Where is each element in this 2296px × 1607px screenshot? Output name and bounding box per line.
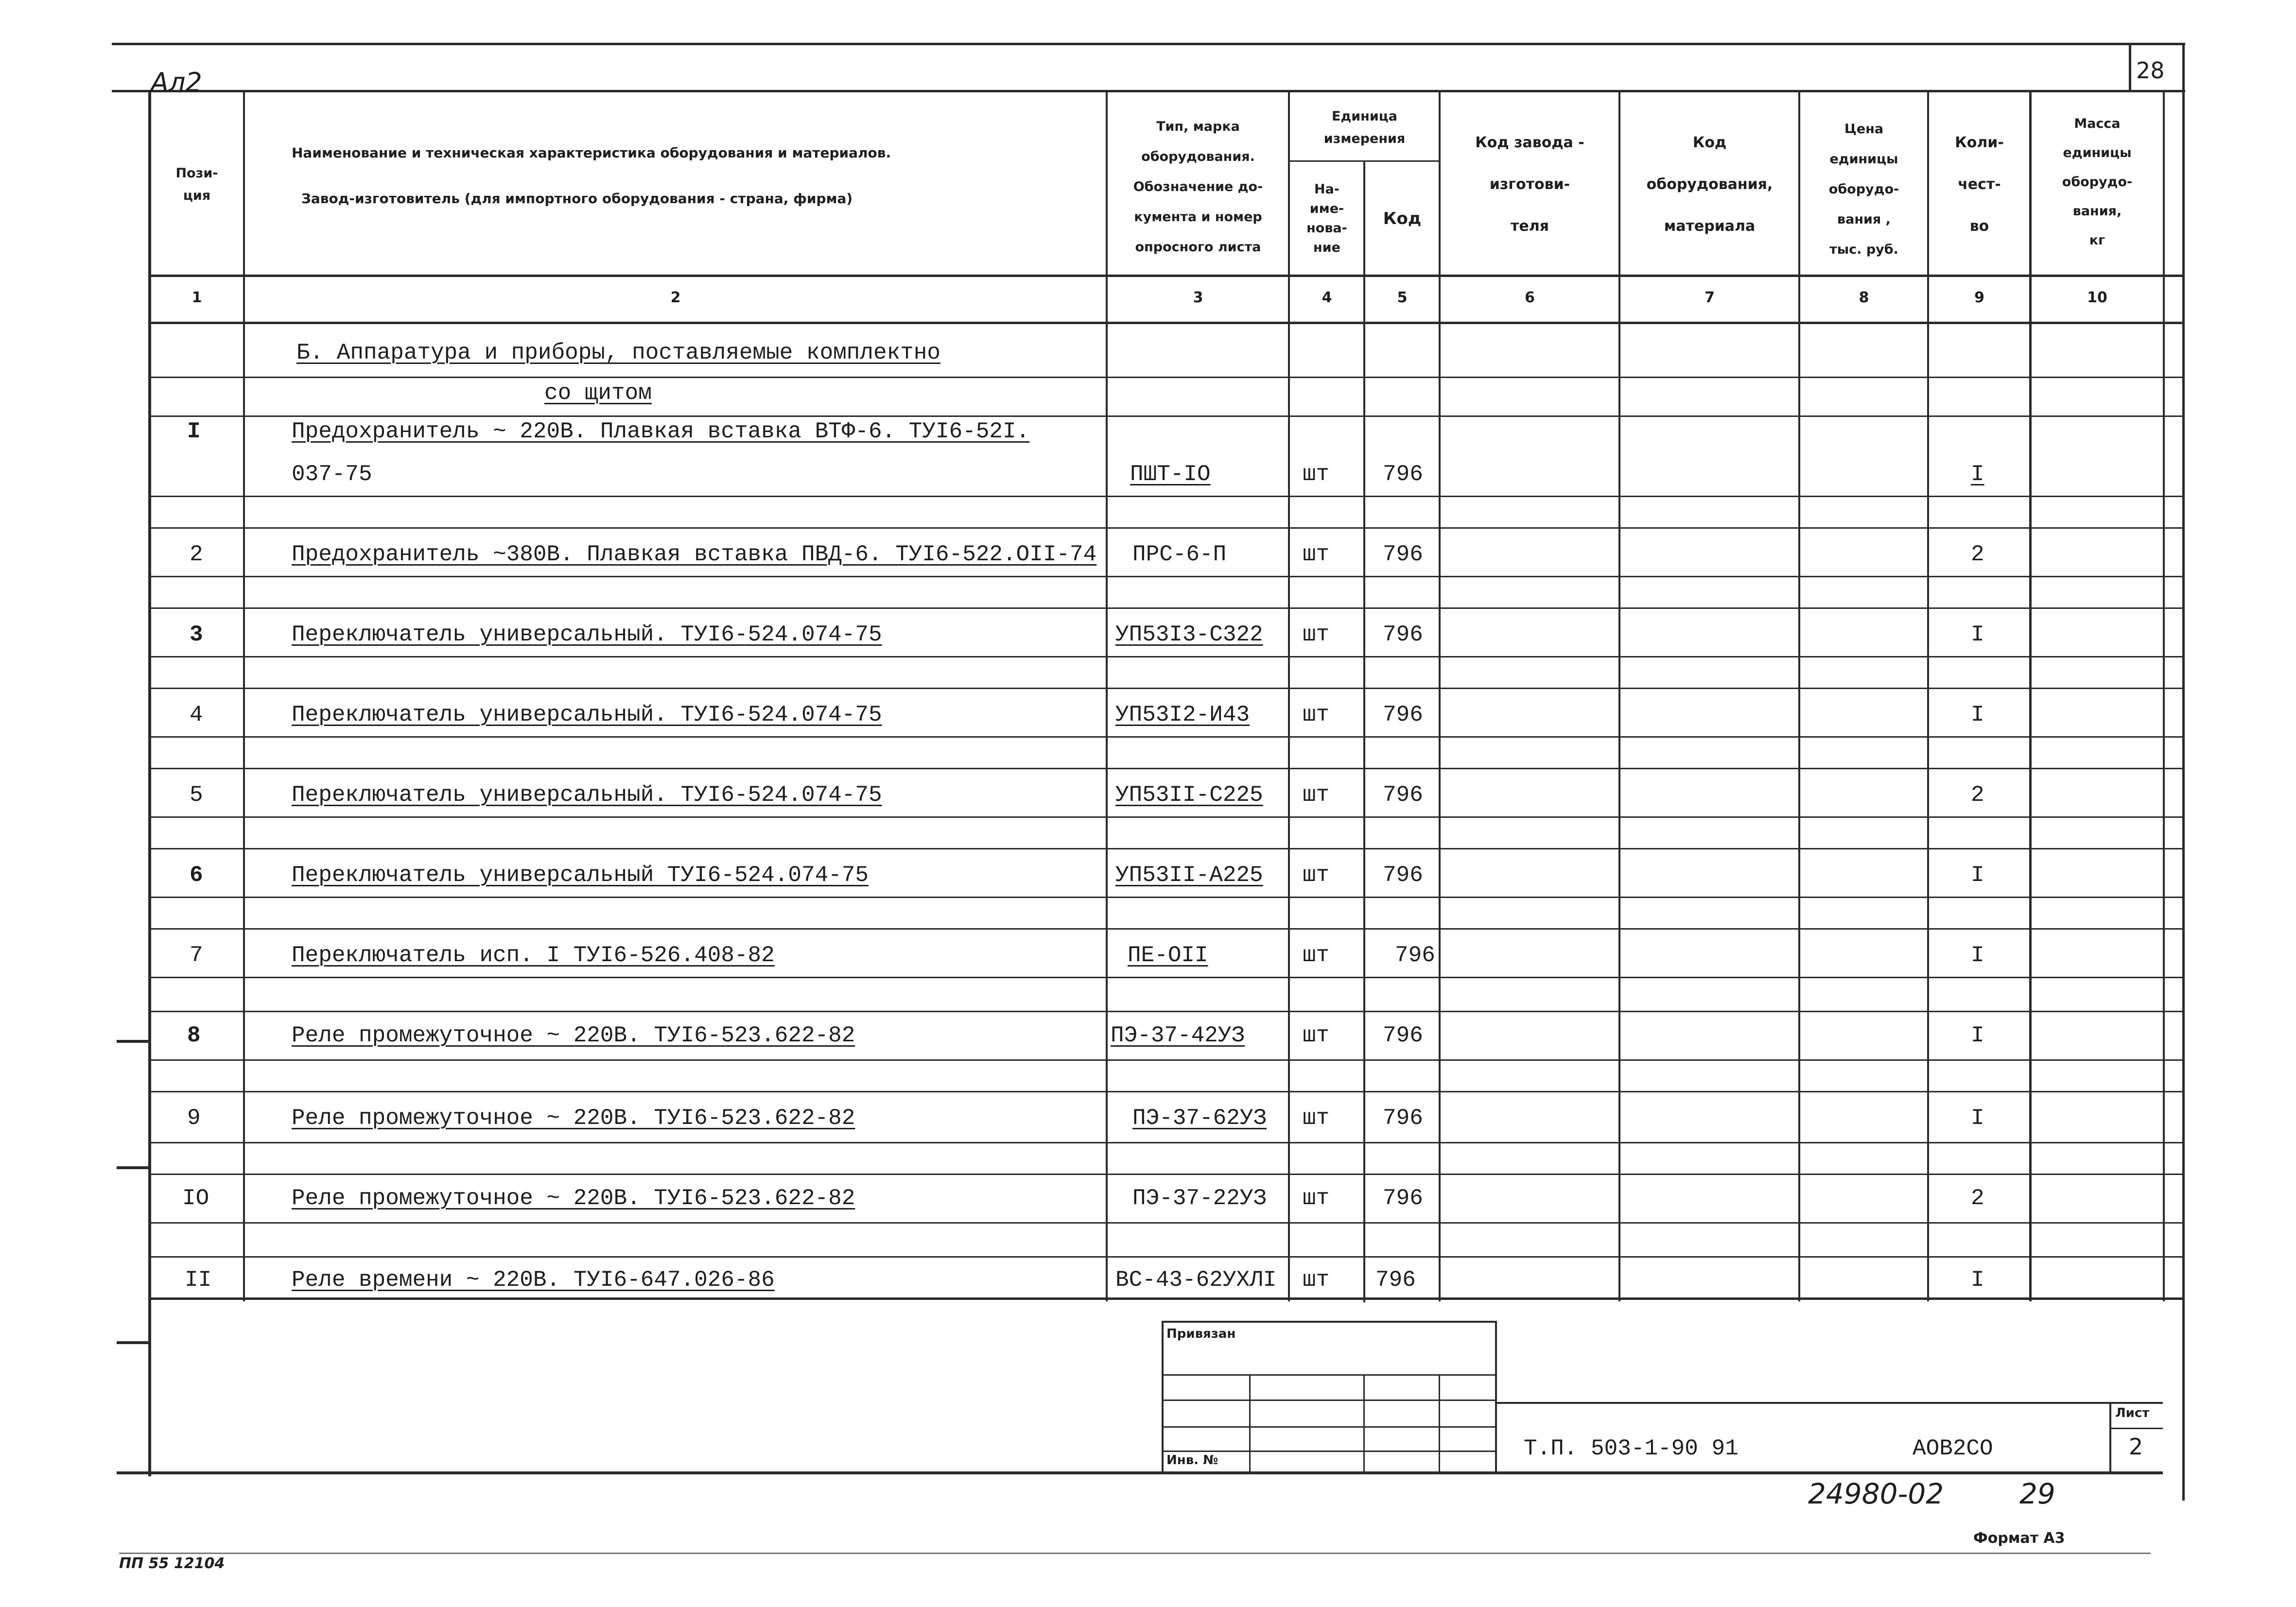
header-position: Пози- ция	[175, 166, 218, 203]
header-name-line2: Завод-изготовитель (для импортного оборудования - страна, фирма)	[301, 190, 853, 207]
row-code: 796	[1383, 1186, 1423, 1211]
row-position: 2	[190, 542, 203, 567]
handwritten-doc-number: 24980-02	[1808, 1477, 1944, 1510]
row-type: УП53II-С225	[1115, 782, 1263, 808]
row-unit: шт	[1303, 782, 1330, 808]
column-number: 8	[1859, 289, 1869, 306]
header-factory-code: Код завода - изготови- теля	[1475, 134, 1584, 235]
row-type: ПЭ-37-42УЗ	[1111, 1023, 1245, 1048]
row-name: Реле времени ~ 220В. ТУI6-647.026-86	[292, 1267, 775, 1293]
row-unit: шт	[1303, 462, 1330, 487]
row-position: 6	[190, 863, 203, 888]
row-type: ВС-43-62УХЛI	[1115, 1267, 1277, 1293]
row-code: 796	[1383, 462, 1423, 487]
handwritten-page-number: 29	[2019, 1477, 2055, 1510]
row-position: 9	[187, 1106, 201, 1131]
header-equipment-code: Код оборудования, материала	[1646, 134, 1773, 235]
stamp-document-code: Т.П. 503-1-90 91	[1524, 1436, 1739, 1461]
column-number: 3	[1193, 289, 1203, 306]
row-name: Переключатель универсальный. ТУI6-524.074-75	[292, 702, 882, 727]
header-unit-group: Единица измерения	[1323, 108, 1406, 146]
row-quantity: I	[1971, 1267, 1984, 1293]
row-code: 796	[1383, 1023, 1423, 1048]
stamp-inv-number: Инв. №	[1166, 1453, 1218, 1468]
row-code: 796	[1383, 1106, 1423, 1131]
row-type: ПЕ-OII	[1128, 943, 1208, 968]
row-position: 5	[190, 782, 203, 808]
row-unit: шт	[1303, 1267, 1330, 1293]
row-quantity: I	[1971, 863, 1984, 888]
row-code: 796	[1383, 782, 1423, 808]
row-unit: шт	[1303, 863, 1330, 888]
row-quantity: 2	[1971, 542, 1984, 567]
header-quantity: Коли- чест- во	[1955, 134, 2004, 235]
row-quantity: I	[1971, 1106, 1984, 1131]
header-price: Цена единицы оборудо- вания , тыс. руб.	[1828, 121, 1899, 257]
row-position: 3	[190, 622, 203, 647]
row-name: Переключатель универсальный. ТУI6-524.074-75	[292, 782, 882, 808]
row-quantity: I	[1971, 462, 1984, 487]
header-type: Тип, марка оборудования. Обозначение до- кумента и номер опросного листа	[1133, 119, 1263, 255]
row-type: ПШТ-IO	[1130, 462, 1211, 487]
stamp-privyazan: Привязан	[1166, 1327, 1236, 1341]
format-label: Формат А3	[1973, 1530, 2065, 1547]
row-type: УП53II-А225	[1115, 863, 1263, 888]
row-name: Переключатель универсальный ТУI6-524.074-75	[292, 863, 869, 888]
row-unit: шт	[1303, 1023, 1330, 1048]
column-number: 2	[670, 289, 681, 306]
row-unit: шт	[1303, 542, 1330, 567]
header-unit-name: На- име- нова- ние	[1306, 182, 1347, 255]
bottom-left-code: ПП 55 12104	[119, 1555, 225, 1572]
row-name: Реле промежуточное ~ 220В. ТУI6-523.622-82	[292, 1023, 855, 1048]
column-number: 5	[1397, 289, 1408, 306]
row-name: Предохранитель ~380В. Плавкая вставка ПВД-6. ТУI6-522.OII-74	[292, 542, 1097, 567]
stamp-album: АОВ2СО	[1913, 1436, 1993, 1461]
row-position: 8	[187, 1023, 201, 1048]
row-unit: шт	[1303, 1186, 1330, 1211]
row-quantity: I	[1971, 943, 1984, 968]
row-type: ПРС-6-П	[1132, 542, 1227, 567]
header-mass: Масса единицы оборудо- вания, кг	[2062, 116, 2133, 248]
row-type: УП53I2-И43	[1115, 702, 1250, 727]
row-code: 796	[1383, 622, 1423, 647]
column-number: 9	[1974, 289, 1984, 306]
row-position: 4	[190, 702, 203, 727]
row-quantity: 2	[1971, 782, 1984, 808]
column-number: 6	[1525, 289, 1535, 306]
row-unit: шт	[1303, 622, 1330, 647]
row-name: Переключатель универсальный. ТУI6-524.074-75	[292, 622, 882, 647]
section-title-continued: со щитом	[544, 380, 652, 406]
row-type: УП53I3-С322	[1115, 622, 1263, 647]
row-name: Реле промежуточное ~ 220В. ТУI6-523.622-82	[292, 1106, 855, 1131]
row-type: ПЭ-37-22УЗ	[1132, 1186, 1267, 1211]
handwritten-mark: Ал2	[151, 67, 202, 98]
header-unit-code: Код	[1383, 209, 1422, 228]
row-name: Предохранитель ~ 220В. Плавкая вставка ВТФ-6. ТУI6-52I.	[292, 419, 1030, 444]
row-code: 796	[1383, 863, 1423, 888]
row-quantity: I	[1971, 622, 1984, 647]
header-name-line1: Наименование и техническая характеристика оборудования и материалов.	[292, 145, 891, 161]
row-name-continued: 037-75	[292, 462, 372, 487]
corner-sheet-number: 28	[2136, 57, 2165, 84]
column-number: 7	[1705, 289, 1715, 306]
column-number: 10	[2087, 289, 2107, 306]
row-name: Переключатель исп. I ТУI6-526.408-82	[292, 943, 775, 968]
column-number: 4	[1322, 289, 1332, 306]
row-code: 796	[1383, 542, 1423, 567]
row-position: I	[187, 419, 201, 444]
row-position: II	[185, 1267, 212, 1293]
row-type: ПЭ-37-62УЗ	[1132, 1106, 1267, 1131]
row-unit: шт	[1303, 702, 1330, 727]
row-code: 796	[1395, 943, 1435, 968]
row-name: Реле промежуточное ~ 220В. ТУI6-523.622-82	[292, 1186, 855, 1211]
row-quantity: I	[1971, 1023, 1984, 1048]
row-quantity: 2	[1971, 1186, 1984, 1211]
stamp-list-number: 2	[2129, 1434, 2143, 1460]
row-position: 7	[190, 943, 203, 968]
row-unit: шт	[1303, 1106, 1330, 1131]
row-unit: шт	[1303, 943, 1330, 968]
row-code: 796	[1383, 702, 1423, 727]
column-number: 1	[191, 289, 202, 306]
row-position: IO	[182, 1186, 209, 1211]
stamp-list-label: Лист	[2115, 1406, 2150, 1420]
row-quantity: I	[1971, 702, 1984, 727]
row-code: 796	[1375, 1267, 1416, 1293]
section-title: Б. Аппаратура и приборы, поставляемые комплектно	[296, 340, 941, 365]
